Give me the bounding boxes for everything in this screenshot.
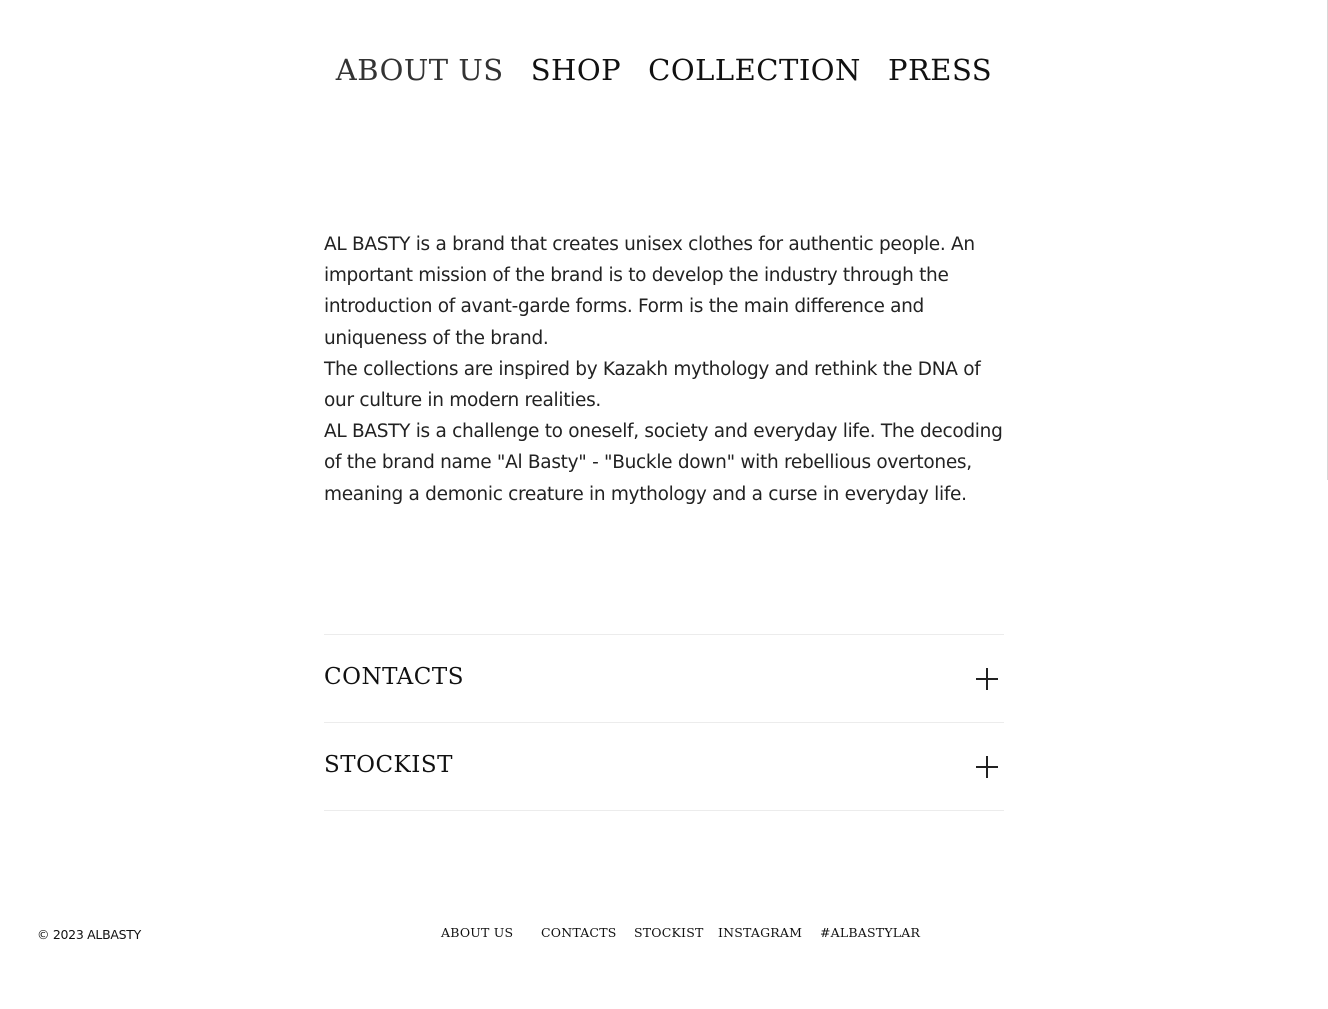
footer-link-instagram[interactable]: INSTAGRAM <box>718 925 803 940</box>
plus-icon[interactable] <box>976 668 998 690</box>
nav-item-about-us[interactable]: ABOUT US <box>335 53 504 87</box>
about-text <box>324 229 1004 510</box>
info-accordion <box>324 634 1004 811</box>
accordion-item-stockist[interactable] <box>324 723 1004 811</box>
about-paragraph-3: AL BASTY is a challenge to oneself, society and everyday life. The decoding of the brand name "Al Basty" - "Buckle down" with rebellious overtones, meaning a demonic creature in mythology and a curse in everyday life. <box>324 421 1003 505</box>
plus-icon[interactable] <box>976 756 998 778</box>
footer-link-about-us[interactable]: ABOUT US <box>441 925 514 940</box>
nav-item-press[interactable]: PRESS <box>887 53 993 87</box>
accordion-item-contacts[interactable] <box>324 635 1004 723</box>
accordion-title-stockist: STOCKIST <box>324 752 453 778</box>
nav-item-collection[interactable]: COLLECTION <box>648 53 861 87</box>
about-paragraph-2: The collections are inspired by Kazakh mythology and rethink the DNA of our culture in modern realities. <box>324 358 981 412</box>
accordion-title-contacts: CONTACTS <box>324 664 464 690</box>
footer-link-contacts[interactable]: CONTACTS <box>541 925 617 940</box>
footer-link-hashtag[interactable]: #ALBASTYLAR <box>820 925 921 940</box>
top-navigation <box>0 52 1328 88</box>
nav-item-shop[interactable]: SHOP <box>530 53 622 87</box>
footer-link-stockist[interactable]: STOCKIST <box>634 925 704 940</box>
copyright-text: © 2023 ALBASTY <box>37 927 141 942</box>
about-paragraph-1: AL BASTY is a brand that creates unisex clothes for authentic people. An important mission of the brand is to develop the industry through the introduction of avant-garde forms. Form is the main difference and uniqueness of the brand. <box>324 234 975 349</box>
